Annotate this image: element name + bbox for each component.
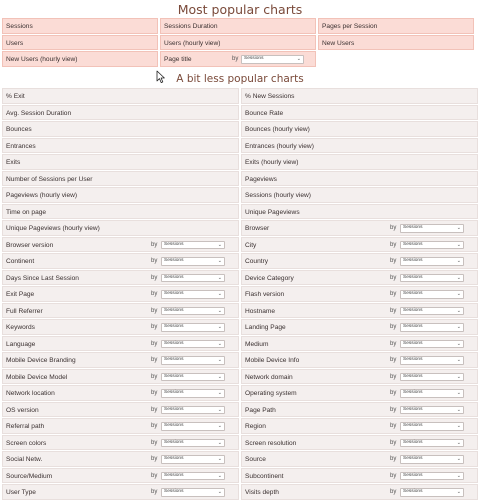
chevron-down-icon: ⌄	[217, 357, 222, 363]
chart-link-label: Page Path	[245, 406, 276, 414]
metric-select[interactable]	[161, 406, 225, 415]
chart-link-exit-page[interactable]	[2, 286, 239, 302]
chart-link-label: Bounce Rate	[245, 109, 284, 117]
chart-link-screen-colors[interactable]	[2, 435, 239, 451]
chart-link-label: Mobile Device Model	[6, 373, 68, 381]
metric-select[interactable]	[161, 307, 225, 316]
metric-select[interactable]	[161, 241, 225, 250]
chevron-down-icon: ⌄	[456, 291, 461, 297]
metric-select-value: Sessions	[164, 456, 184, 461]
metric-select-value: Sessions	[403, 357, 423, 362]
chart-link-source-medium[interactable]	[2, 468, 239, 484]
chart-link-unique-pageviews-hourly-view[interactable]	[2, 220, 239, 236]
chart-link-label: Pageviews	[245, 175, 277, 183]
by-label: by	[151, 241, 158, 248]
chart-link-label: New Users	[322, 39, 355, 47]
metric-select[interactable]	[161, 290, 225, 299]
chevron-down-icon: ⌄	[456, 489, 461, 495]
chevron-down-icon: ⌄	[217, 241, 222, 248]
chart-link-sessions-duration[interactable]	[160, 18, 316, 34]
metric-select-value: Sessions	[164, 340, 184, 346]
chart-link-source[interactable]	[241, 451, 478, 467]
metric-select-value: Sessions	[403, 241, 423, 247]
chart-link-device-category[interactable]	[241, 270, 478, 286]
chevron-down-icon: ⌄	[217, 423, 222, 429]
chevron-down-icon: ⌄	[217, 340, 222, 347]
chart-link-label: Days Since Last Session	[6, 274, 79, 282]
chart-link-pageviews[interactable]	[241, 171, 478, 187]
chart-link-label: Sessions Duration	[164, 23, 218, 30]
chart-link-label: Keywords	[6, 324, 35, 331]
chart-link-network-domain[interactable]	[241, 369, 478, 385]
chart-link-social-netw[interactable]	[2, 451, 239, 467]
chevron-down-icon: ⌄	[217, 472, 222, 479]
metric-select-value: Sessions	[164, 423, 184, 428]
by-label: by	[390, 274, 397, 281]
chart-link-language[interactable]	[2, 336, 239, 352]
chart-link-label: Network domain	[245, 373, 293, 381]
chart-link-mobile-device-model[interactable]	[2, 369, 239, 385]
chart-link-label: Social Netw.	[6, 456, 43, 463]
metric-select-value: Sessions	[164, 373, 184, 379]
by-label: by	[151, 340, 158, 347]
chart-link-label: City	[245, 241, 257, 249]
metric-select[interactable]	[400, 224, 464, 233]
less-popular-title: A bit less popular charts	[176, 73, 304, 85]
chart-link-users[interactable]	[2, 35, 158, 51]
chevron-down-icon: ⌄	[217, 307, 222, 314]
metric-select-value: Sessions	[403, 274, 423, 280]
chart-link-new-users[interactable]	[318, 35, 474, 51]
chart-link-label: Flash version	[245, 291, 285, 298]
by-label: by	[151, 406, 158, 413]
by-label: by	[390, 307, 397, 314]
chevron-down-icon: ⌄	[217, 489, 222, 495]
chart-link-label: Subcontinent	[245, 472, 284, 480]
metric-select[interactable]	[161, 323, 225, 332]
by-label: by	[390, 258, 397, 264]
chart-link-label: Number of Sessions per User	[6, 175, 93, 183]
by-label: by	[232, 56, 239, 62]
metric-select-value: Sessions	[164, 390, 184, 395]
chevron-down-icon: ⌄	[456, 340, 461, 347]
chevron-down-icon: ⌄	[456, 258, 461, 264]
by-label: by	[390, 291, 397, 297]
metric-select[interactable]	[161, 340, 225, 349]
metric-select-value: Sessions	[164, 258, 184, 263]
chart-link-label: Medium	[245, 340, 269, 348]
metric-select-value: Sessions	[403, 307, 423, 313]
by-label: by	[151, 456, 158, 462]
metric-select-value: Sessions	[164, 489, 184, 494]
chart-link-time-on-page[interactable]	[2, 204, 239, 220]
metric-select[interactable]	[400, 472, 464, 481]
chart-link-users-hourly-view[interactable]	[160, 35, 316, 51]
chevron-down-icon: ⌄	[217, 324, 222, 330]
chart-link-label: % New Sessions	[245, 93, 295, 100]
chevron-down-icon: ⌄	[456, 225, 461, 231]
metric-select[interactable]	[400, 422, 464, 431]
metric-select[interactable]	[241, 55, 304, 64]
chart-link-subcontinent[interactable]	[241, 468, 478, 484]
chart-link-label: Language	[6, 340, 36, 348]
chart-link-label: Landing Page	[245, 324, 286, 331]
chart-link-bounce-rate[interactable]	[241, 105, 478, 121]
chevron-down-icon: ⌄	[217, 390, 222, 396]
chart-link-label: Country	[245, 258, 269, 265]
chevron-down-icon: ⌄	[217, 439, 222, 446]
metric-select[interactable]	[161, 356, 225, 365]
chart-link-pages-per-session[interactable]	[318, 18, 474, 34]
metric-select-value: Sessions	[403, 324, 423, 329]
by-label: by	[390, 225, 397, 231]
chart-link-label: Screen resolution	[245, 439, 297, 447]
metric-select-value: Sessions	[164, 439, 184, 445]
chart-link-label: Region	[245, 423, 266, 430]
metric-select-value: Sessions	[164, 324, 184, 329]
chart-link-medium[interactable]	[241, 336, 478, 352]
metric-select-value: Sessions	[164, 357, 184, 362]
chart-link-label: Referral path	[6, 423, 45, 430]
chart-link-screen-resolution[interactable]	[241, 435, 478, 451]
chart-link-label: Users (hourly view)	[164, 39, 221, 47]
chart-link-os-version[interactable]	[2, 402, 239, 418]
by-label: by	[151, 291, 158, 297]
chevron-down-icon: ⌄	[456, 439, 461, 446]
by-label: by	[151, 258, 158, 264]
chart-link-label: Pageviews (hourly view)	[6, 192, 78, 199]
metric-select[interactable]	[400, 307, 464, 316]
metric-select[interactable]	[400, 373, 464, 382]
chart-link-new-users-hourly-view[interactable]	[2, 51, 158, 67]
chart-link-label: Browser version	[6, 241, 54, 249]
chart-link-mobile-device-info[interactable]	[241, 352, 478, 368]
chart-link-label: Full Referrer	[6, 307, 43, 315]
chart-link-new-sessions[interactable]	[241, 88, 478, 104]
chart-link-sessions-hourly-view[interactable]	[241, 187, 478, 203]
chart-link-browser[interactable]	[241, 220, 478, 236]
metric-select[interactable]	[161, 274, 225, 283]
by-label: by	[151, 307, 158, 314]
chevron-down-icon: ⌄	[217, 291, 222, 297]
metric-select[interactable]	[400, 488, 464, 497]
chart-link-label: Continent	[6, 258, 35, 265]
chart-link-country[interactable]	[241, 253, 478, 269]
chart-link-network-location[interactable]	[2, 385, 239, 401]
metric-select-value: Sessions	[244, 56, 264, 61]
metric-select[interactable]	[161, 472, 225, 481]
chart-link-label: Source/Medium	[6, 472, 53, 480]
metric-select-value: Sessions	[403, 373, 423, 379]
metric-select[interactable]	[400, 406, 464, 415]
chart-link-label: Bounces (hourly view)	[245, 126, 310, 133]
by-label: by	[390, 423, 397, 429]
chart-link-landing-page[interactable]	[241, 319, 478, 335]
chart-link-browser-version[interactable]	[2, 237, 239, 253]
by-label: by	[390, 373, 397, 380]
less-popular-grid	[2, 88, 478, 500]
metric-select-value: Sessions	[403, 439, 423, 445]
chart-link-label: Sessions	[6, 23, 33, 30]
chart-link-label: Entrances	[6, 142, 36, 150]
most-popular-grid	[2, 18, 474, 67]
chart-link-keywords[interactable]	[2, 319, 239, 335]
chart-link-label: OS version	[6, 406, 39, 414]
chart-link-label: Entrances (hourly view)	[245, 142, 314, 150]
by-label: by	[390, 439, 397, 446]
chart-link-label: Mobile Device Branding	[6, 357, 76, 364]
by-label: by	[151, 439, 158, 446]
by-label: by	[151, 489, 158, 495]
chevron-down-icon: ⌄	[456, 373, 461, 380]
chart-link-label: Device Category	[245, 274, 294, 282]
chart-link-number-of-sessions-per-user[interactable]	[2, 171, 239, 187]
mouse-pointer-icon	[156, 70, 166, 84]
chart-link-label: Pages per Session	[322, 23, 378, 30]
chart-link-full-referrer[interactable]	[2, 303, 239, 319]
metric-select[interactable]	[161, 488, 225, 497]
metric-select[interactable]	[161, 389, 225, 398]
by-label: by	[151, 324, 158, 330]
metric-select-value: Sessions	[164, 291, 184, 296]
chart-link-label: Users	[6, 39, 24, 47]
by-label: by	[151, 274, 158, 281]
metric-select[interactable]	[400, 241, 464, 250]
chart-link-page-title[interactable]	[160, 51, 316, 67]
by-label: by	[390, 390, 397, 396]
chart-link-label: Exit Page	[6, 291, 35, 298]
chevron-down-icon: ⌄	[217, 456, 222, 462]
by-label: by	[390, 324, 397, 330]
chart-link-visits-depth[interactable]	[241, 484, 478, 500]
metric-select-value: Sessions	[403, 456, 423, 461]
metric-select[interactable]	[161, 439, 225, 448]
chart-link-label: Screen colors	[6, 439, 47, 447]
chevron-down-icon: ⌄	[456, 472, 461, 479]
metric-select-value: Sessions	[164, 307, 184, 313]
metric-select-value: Sessions	[403, 291, 423, 296]
chart-link-unique-pageviews[interactable]	[241, 204, 478, 220]
chart-link-sessions[interactable]	[2, 18, 158, 34]
metric-select[interactable]	[400, 455, 464, 464]
metric-select-value: Sessions	[403, 489, 423, 494]
chevron-down-icon: ⌄	[456, 274, 461, 281]
metric-select-value: Sessions	[164, 274, 184, 280]
chart-link-label: Source	[245, 456, 266, 463]
chart-link-user-type[interactable]	[2, 484, 239, 500]
chart-link-label: Exits (hourly view)	[245, 159, 299, 166]
metric-select[interactable]	[400, 290, 464, 299]
chevron-down-icon: ⌄	[456, 456, 461, 462]
metric-select[interactable]	[400, 389, 464, 398]
metric-select[interactable]	[161, 373, 225, 382]
chevron-down-icon: ⌄	[217, 258, 222, 264]
by-label: by	[390, 241, 397, 248]
chevron-down-icon: ⌄	[456, 357, 461, 363]
chart-link-label: Bounces	[6, 126, 32, 133]
metric-select-value: Sessions	[403, 258, 423, 263]
chart-link-mobile-device-branding[interactable]	[2, 352, 239, 368]
chart-link-label: Page title	[164, 56, 192, 63]
chart-link-label: Unique Pageviews (hourly view)	[6, 225, 100, 232]
by-label: by	[390, 489, 397, 495]
chart-link-referral-path[interactable]	[2, 418, 239, 434]
by-label: by	[151, 472, 158, 479]
chart-link-label: Sessions (hourly view)	[245, 192, 311, 199]
metric-select-value: Sessions	[164, 406, 184, 412]
metric-select[interactable]	[400, 356, 464, 365]
chart-link-label: Mobile Device Info	[245, 357, 300, 364]
chevron-down-icon: ⌄	[296, 56, 301, 62]
metric-select[interactable]	[400, 340, 464, 349]
by-label: by	[390, 357, 397, 363]
by-label: by	[390, 456, 397, 462]
chart-link-city[interactable]	[241, 237, 478, 253]
by-label: by	[151, 390, 158, 396]
chart-link-exit[interactable]	[2, 88, 239, 104]
chevron-down-icon: ⌄	[217, 373, 222, 380]
chart-link-days-since-last-session[interactable]	[2, 270, 239, 286]
metric-select-value: Sessions	[403, 406, 423, 412]
by-label: by	[390, 472, 397, 479]
chart-link-label: User Type	[6, 489, 36, 496]
chart-link-label: Hostname	[245, 307, 276, 315]
chart-link-pageviews-hourly-view[interactable]	[2, 187, 239, 203]
chart-link-bounces[interactable]	[2, 121, 239, 137]
metric-select-value: Sessions	[403, 225, 423, 230]
chevron-down-icon: ⌄	[456, 406, 461, 413]
chart-link-label: New Users (hourly view)	[6, 56, 78, 63]
metric-select-value: Sessions	[164, 241, 184, 247]
chart-link-entrances-hourly-view[interactable]	[241, 138, 478, 154]
chart-link-entrances[interactable]	[2, 138, 239, 154]
chart-link-exits[interactable]	[2, 154, 239, 170]
chevron-down-icon: ⌄	[456, 390, 461, 396]
chart-link-avg-session-duration[interactable]	[2, 105, 239, 121]
chevron-down-icon: ⌄	[456, 324, 461, 330]
by-label: by	[151, 373, 158, 380]
chart-link-bounces-hourly-view[interactable]	[241, 121, 478, 137]
chart-link-continent[interactable]	[2, 253, 239, 269]
metric-select-value: Sessions	[403, 390, 423, 395]
by-label: by	[151, 357, 158, 363]
metric-select[interactable]	[400, 439, 464, 448]
chart-link-hostname[interactable]	[241, 303, 478, 319]
most-popular-title: Most popular charts	[177, 2, 303, 17]
chart-link-label: Visits depth	[245, 489, 279, 496]
chart-link-label: Browser	[245, 225, 270, 232]
chart-link-operating-system[interactable]	[241, 385, 478, 401]
chart-link-label: Operating system	[245, 390, 297, 397]
metric-select-value: Sessions	[403, 340, 423, 346]
metric-select[interactable]	[161, 257, 225, 266]
chart-link-region[interactable]	[241, 418, 478, 434]
chart-link-label: Network location	[6, 390, 55, 397]
chart-link-label: Exits	[6, 159, 21, 166]
chart-link-label: % Exit	[6, 93, 25, 100]
chart-link-exits-hourly-view[interactable]	[241, 154, 478, 170]
chevron-down-icon: ⌄	[456, 423, 461, 429]
by-label: by	[390, 406, 397, 413]
metric-select-value: Sessions	[403, 472, 423, 478]
metric-select[interactable]	[161, 455, 225, 464]
chevron-down-icon: ⌄	[217, 406, 222, 413]
metric-select[interactable]	[400, 323, 464, 332]
chevron-down-icon: ⌄	[456, 241, 461, 248]
metric-select[interactable]	[400, 257, 464, 266]
by-label: by	[390, 340, 397, 347]
metric-select[interactable]	[161, 422, 225, 431]
chart-link-page-path[interactable]	[241, 402, 478, 418]
chart-link-label: Time on page	[6, 208, 47, 216]
chart-link-label: Unique Pageviews	[245, 208, 300, 216]
by-label: by	[151, 423, 158, 429]
chart-link-flash-version[interactable]	[241, 286, 478, 302]
chevron-down-icon: ⌄	[217, 274, 222, 281]
chart-link-label: Avg. Session Duration	[6, 109, 72, 117]
metric-select[interactable]	[400, 274, 464, 283]
metric-select-value: Sessions	[164, 472, 184, 478]
metric-select-value: Sessions	[403, 423, 423, 428]
chevron-down-icon: ⌄	[456, 307, 461, 314]
